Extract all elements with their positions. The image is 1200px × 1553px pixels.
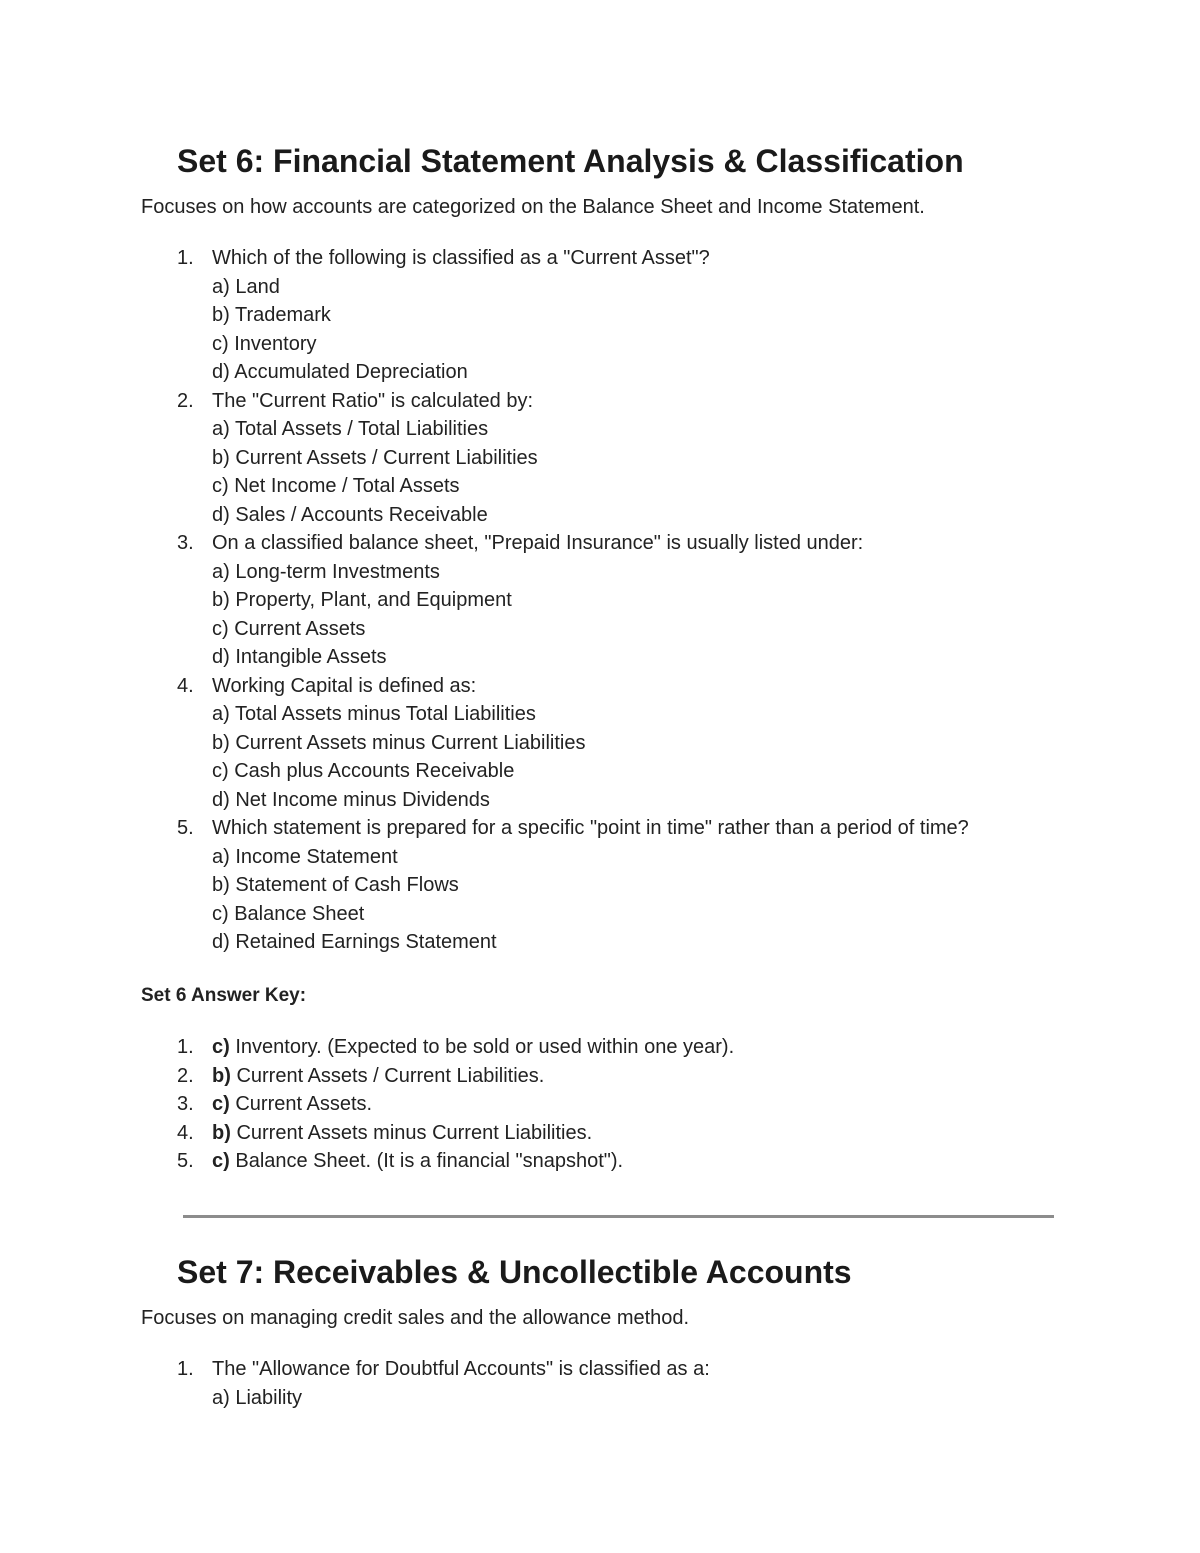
answer-option: d) Sales / Accounts Receivable <box>212 503 488 526</box>
answer-number: 2. <box>177 1064 194 1087</box>
question-text: On a classified balance sheet, "Prepaid Insurance" is usually listed under: <box>212 532 864 554</box>
question-item <box>141 244 969 387</box>
answer-letter: b) <box>212 1121 231 1144</box>
answer-letter: b) <box>212 1064 231 1087</box>
question-number: 3. <box>177 532 194 554</box>
answer-option: a) Liability <box>212 1386 303 1409</box>
answer-option: d) Accumulated Depreciation <box>212 361 468 383</box>
answer-key-item <box>141 1062 734 1091</box>
answer-option: b) Trademark <box>212 304 331 326</box>
section-divider <box>183 1215 1054 1218</box>
answer-key-item <box>141 1033 734 1062</box>
set7-intro: Focuses on managing credit sales and the allowance method. <box>141 1307 690 1329</box>
question-number: 1. <box>177 247 194 269</box>
question-text: Which statement is prepared for a specific "point in time" rather than a period of time? <box>212 817 969 839</box>
answer-option: d) Net Income minus Dividends <box>212 788 490 811</box>
answer-key-item <box>141 1147 734 1176</box>
answer-option: b) Property, Plant, and Equipment <box>212 589 512 611</box>
answer-number: 1. <box>177 1036 194 1058</box>
answer-option: a) Long-term Investments <box>212 560 440 583</box>
answer-option: d) Intangible Assets <box>212 646 387 668</box>
answer-option: c) Inventory <box>212 332 317 355</box>
question-text: Working Capital is defined as: <box>212 674 477 697</box>
set6-question-list <box>141 244 969 957</box>
answer-explanation: Current Assets. <box>229 1093 373 1115</box>
question-number: 2. <box>177 389 194 412</box>
answer-number: 4. <box>177 1121 194 1144</box>
answer-letter: c) <box>212 1093 230 1115</box>
answer-option: a) Total Assets minus Total Liabilities <box>212 703 536 725</box>
answer-letter: c) <box>212 1036 230 1058</box>
answer-number: 5. <box>177 1150 194 1172</box>
question-number: 5. <box>177 817 194 839</box>
question-item <box>141 387 969 530</box>
answer-option: c) Current Assets <box>212 617 366 640</box>
set6-title: Set 6: Financial Statement Analysis & Classification <box>177 143 964 179</box>
answer-option: d) Retained Earnings Statement <box>212 931 497 953</box>
answer-explanation: Inventory. (Expected to be sold or used within one year). <box>229 1036 735 1058</box>
question-text: Which of the following is classified as a "Current Asset"? <box>212 247 710 269</box>
set7-title: Set 7: Receivables & Uncollectible Accounts <box>177 1254 852 1290</box>
answer-explanation: Balance Sheet. (It is a financial "snapshot"). <box>229 1150 624 1172</box>
answer-number: 3. <box>177 1093 194 1115</box>
answer-explanation: Current Assets / Current Liabilities. <box>230 1064 545 1087</box>
answer-explanation: Current Assets minus Current Liabilities. <box>230 1121 593 1144</box>
answer-option: a) Land <box>212 275 280 298</box>
answer-key-item <box>141 1119 734 1148</box>
answer-key-item <box>141 1090 734 1119</box>
set6-answer-key-list <box>141 1033 734 1176</box>
answer-option: b) Current Assets / Current Liabilities <box>212 446 538 469</box>
question-item <box>141 672 969 815</box>
answer-option: a) Total Assets / Total Liabilities <box>212 418 489 440</box>
question-item <box>141 814 969 957</box>
answer-option: c) Balance Sheet <box>212 902 365 925</box>
set6-answer-key-heading: Set 6 Answer Key: <box>141 985 307 1006</box>
question-item <box>141 529 969 672</box>
question-text: The "Current Ratio" is calculated by: <box>212 389 534 412</box>
answer-option: c) Cash plus Accounts Receivable <box>212 760 515 782</box>
answer-letter: c) <box>212 1150 230 1172</box>
answer-option: a) Income Statement <box>212 845 398 868</box>
question-number: 4. <box>177 674 194 697</box>
set7-question-list <box>141 1355 710 1412</box>
question-item <box>141 1355 710 1412</box>
answer-option: c) Net Income / Total Assets <box>212 475 460 497</box>
question-text: The "Allowance for Doubtful Accounts" is classified as a: <box>212 1358 710 1380</box>
answer-option: b) Statement of Cash Flows <box>212 874 459 896</box>
answer-option: b) Current Assets minus Current Liabilities <box>212 731 586 754</box>
question-number: 1. <box>177 1358 194 1380</box>
set6-intro: Focuses on how accounts are categorized on the Balance Sheet and Income Statement. <box>141 196 925 218</box>
